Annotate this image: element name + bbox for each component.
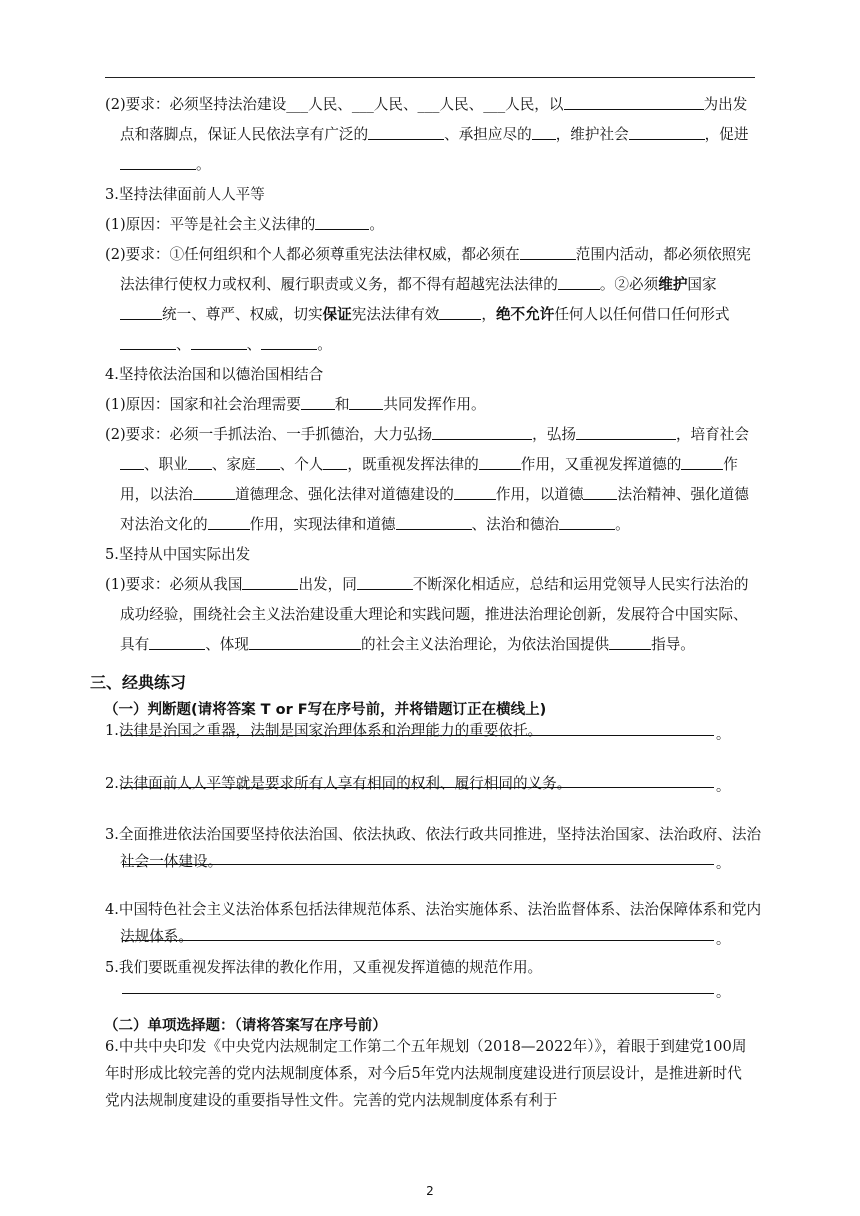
answer-line-4[interactable] [122, 940, 714, 941]
tf-question-3: 3.全面推进依法治国要坚持依法治国、依法执政、依法行政共同推进，坚持法治国家、法治政府、法治社会一体建设。 [105, 826, 762, 870]
tf-question-4: 4.中国特色社会主义法治体系包括法律规范体系、法治实施体系、法治监督体系、法治保障体系和党内法规体系。 [105, 901, 762, 945]
answer-line-1[interactable] [122, 735, 714, 736]
answer-line-3[interactable] [122, 864, 714, 865]
item4-reason: (1)原因：国家和社会治理需要 和 共同发挥作用。 [105, 396, 486, 413]
period-3: 。 [716, 856, 730, 872]
tf-question-5: 5.我们要既重视发挥法律的教化作用，又重视发挥道德的规范作用。 [105, 959, 543, 976]
item5-requirement: (1)要求：必须从我国 出发，同 不断深化相适应，总结和运用党领导人民实行法治的成功经验，围绕社会主义法治建设重大理论和实践问题，推进法治理论创新，发展符合中国实际、具有 、体现 的社会主义法治理论，为依法治国提供 指导。 [105, 576, 749, 653]
period-5: 。 [716, 985, 730, 1001]
answer-line-5[interactable] [122, 993, 714, 994]
section-heading-exercises: 三、经典练习 [90, 673, 187, 692]
answer-line-2[interactable] [122, 787, 714, 788]
item3-reason: (1)原因：平等是社会主义法律的 。 [105, 216, 385, 233]
true-false-heading: （一）判断题(请将答案 T or F写在序号前，并将错题订正在横线上) [104, 702, 547, 718]
tf-question-2: 2.法律面前人人平等就是要求所有人享有相同的权利、履行相同的义务。 [105, 775, 572, 792]
mc-question-6: 6.中共中央印发《中央党内法规制定工作第二个五年规划（2018—2022年）》，着眼于到建党100周年时形成比较完善的党内法规制度体系，对今后5年党内法规制度建设进行顶层设计，是推进新时代党内法规制度建设的重要指导性文件。完善的党内法规制度体系有利于 [105, 1038, 747, 1109]
period-4: 。 [716, 932, 730, 948]
page-number: 2 [426, 1184, 434, 1198]
header-rule [105, 77, 755, 78]
item2-requirement: (2)要求：必须坚持法治建设___人民、___人民、___人民、___人民，以 为出发点和落脚点，保证人民依法享有广泛的 、承担应尽的 ，维护社会 ，促进。 [105, 96, 749, 173]
item4-title: 4.坚持依法治国和以德治国相结合 [105, 366, 324, 383]
notes-body [105, 90, 755, 660]
period-1: 。 [716, 727, 730, 743]
multiple-choice-heading: （二）单项选择题：（请将答案写在序号前） [104, 1018, 387, 1034]
item3-requirement: (2)要求：①任何组织和个人都必须尊重宪法法律权威，都必须在 范围内活动，都必须依照宪法法律行使权力或权利、履行职责或义务，都不得有超越宪法法律的 。②必须维护国家统一、尊严、权威，切实保证宪法法律有效 ，绝不允许任何人以任何借口任何形式、 、 。 [105, 246, 751, 353]
item3-title: 3.坚持法律面前人人平等 [105, 186, 265, 203]
period-2: 。 [716, 779, 730, 795]
item5-title: 5.坚持从中国实际出发 [105, 546, 251, 563]
item4-requirement: (2)要求：必须一手抓法治、一手抓德治，大力弘扬 ，弘扬 ，培育社会、职业 、家庭 、个人 ，既重视发挥法律的 作用，又重视发挥道德的 作用，以法治 道德理念、强化法律对道德建设的 作用，以道德 法治精神、强化道德对法治文化的 作用，实现法律和道德 、法治和德治 。 [105, 426, 749, 533]
tf-question-1: 1.法律是治国之重器，法制是国家治理体系和治理能力的重要依托。 [105, 722, 543, 739]
